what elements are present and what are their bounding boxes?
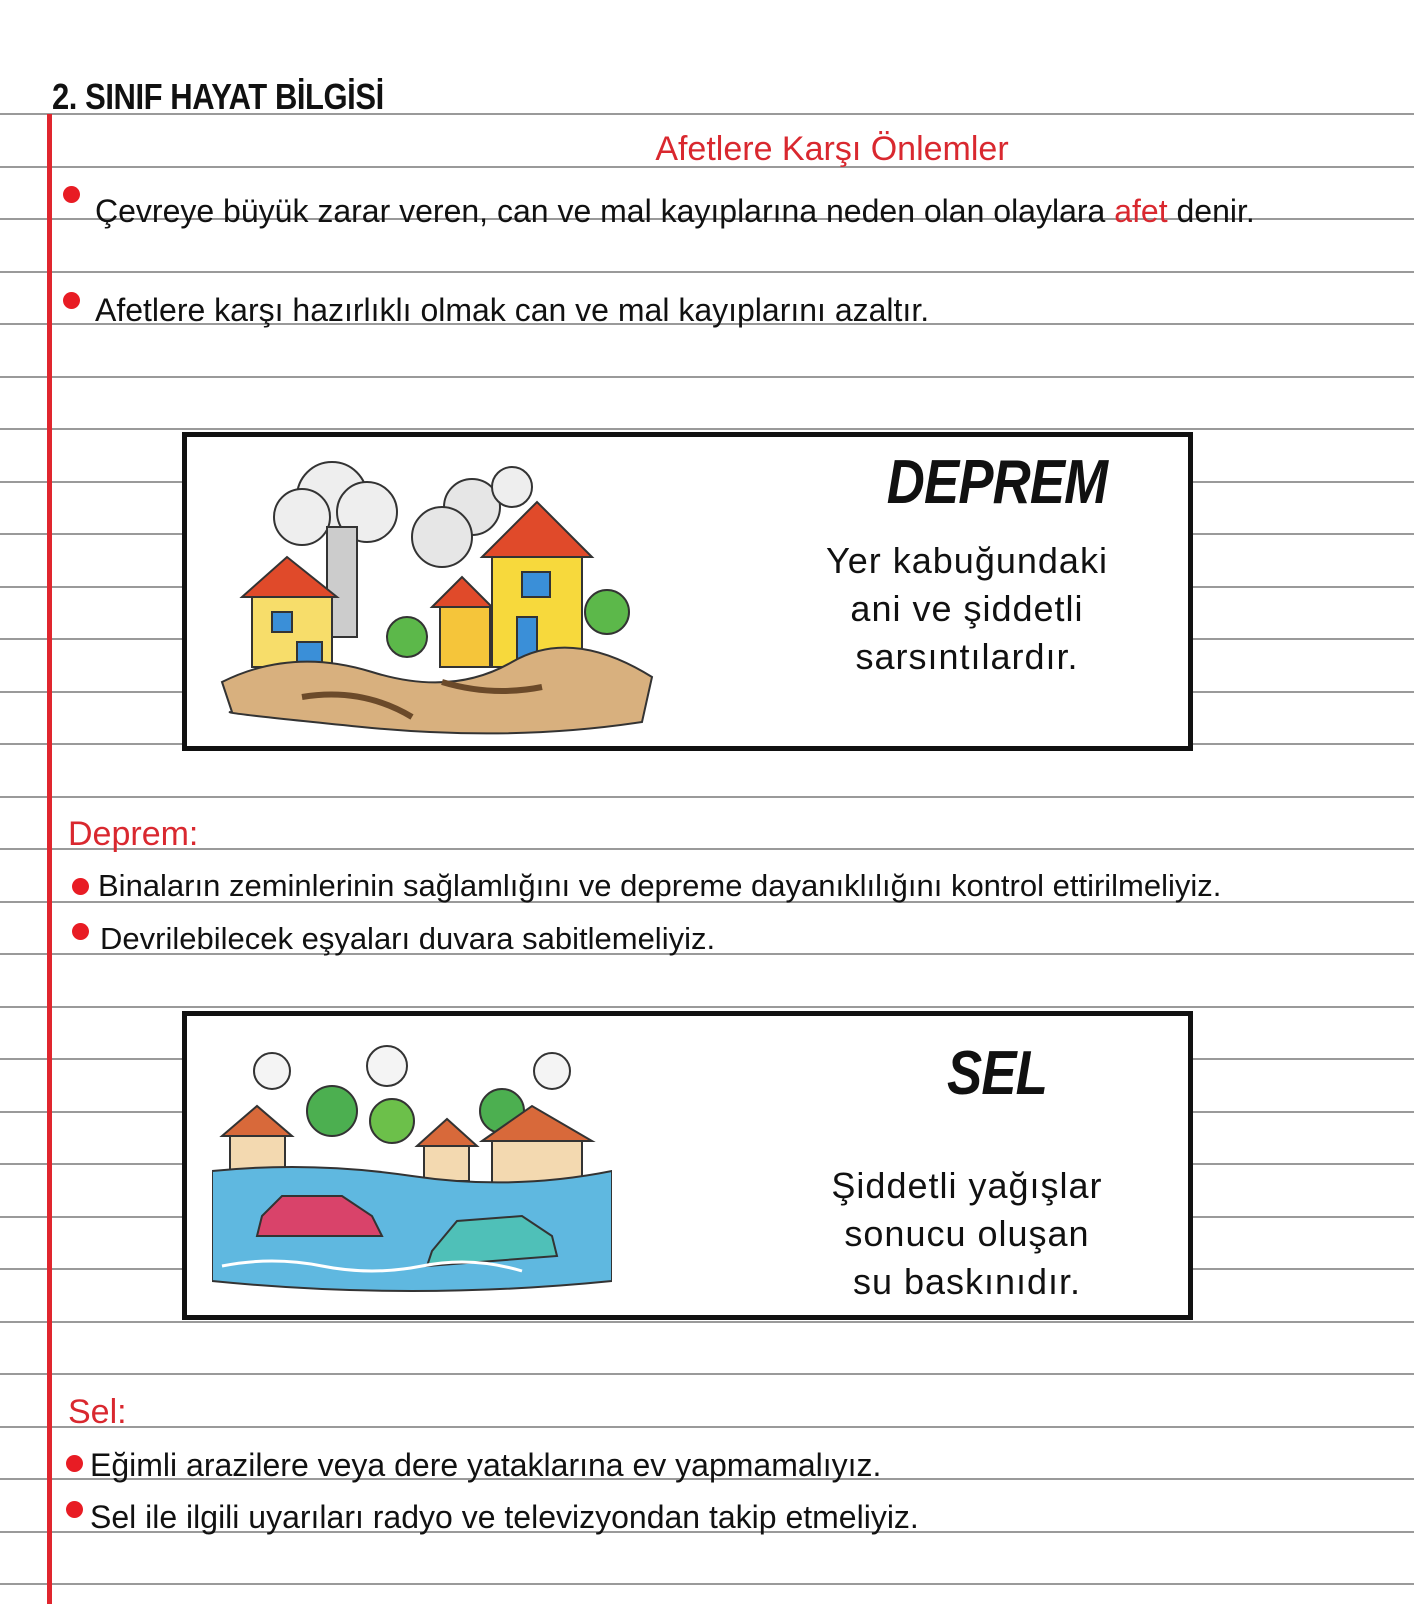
desc-line: Yer kabuğundaki bbox=[826, 540, 1108, 581]
card-description bbox=[787, 537, 1147, 681]
rule-line bbox=[0, 1321, 1414, 1323]
page-subtitle: Afetlere Karşı Önlemler bbox=[655, 130, 1009, 168]
card-title: DEPREM bbox=[886, 448, 1108, 517]
sel-card bbox=[182, 1011, 1193, 1320]
bullet-dot-icon bbox=[63, 292, 80, 309]
section-label-deprem: Deprem: bbox=[68, 815, 199, 853]
rule-line bbox=[0, 796, 1414, 798]
sel-tip: Sel ile ilgili uyarıları radyo ve televizyondan takip etmeliyiz. bbox=[90, 1499, 919, 1535]
bullet-dot-icon bbox=[72, 923, 89, 940]
intro-text-end: denir. bbox=[1167, 193, 1255, 229]
deprem-tip: Devrilebilecek eşyaları duvara sabitlemeliyiz. bbox=[100, 921, 716, 956]
rule-line bbox=[0, 271, 1414, 273]
intro-bullet-1 bbox=[95, 185, 1370, 238]
rule-line bbox=[0, 1426, 1414, 1428]
rule-line bbox=[0, 1373, 1414, 1375]
sel-tip: Eğimli arazilere veya dere yataklarına ev yapmamalıyız. bbox=[90, 1447, 882, 1483]
desc-line: sarsıntılardır. bbox=[855, 636, 1079, 677]
deprem-tip: Binaların zeminlerinin sağlamlığını ve depreme dayanıklılığını kontrol ettirilmeliyiz. bbox=[98, 868, 1222, 903]
rule-line bbox=[0, 428, 1414, 430]
flood-illustration bbox=[212, 1041, 612, 1296]
card-title: SEL bbox=[947, 1039, 1047, 1108]
card-description bbox=[787, 1162, 1147, 1306]
bullet-dot-icon bbox=[63, 186, 80, 203]
margin-line bbox=[47, 114, 52, 1604]
intro-bullet-2: Afetlere karşı hazırlıklı olmak can ve mal kayıplarını azaltır. bbox=[95, 292, 930, 328]
desc-line: sonucu oluşan bbox=[844, 1213, 1090, 1254]
rule-line bbox=[0, 1006, 1414, 1008]
page-title: 2. SINIF HAYAT BİLGİSİ bbox=[52, 76, 384, 117]
bullet-dot-icon bbox=[66, 1501, 83, 1518]
bullet-dot-icon bbox=[66, 1455, 83, 1472]
intro-text: Çevreye büyük zarar veren, can ve mal kayıplarına neden olan olaylara bbox=[95, 193, 1115, 229]
desc-line: ani ve şiddetli bbox=[850, 588, 1084, 629]
bullet-dot-icon bbox=[72, 878, 89, 895]
deprem-card bbox=[182, 432, 1193, 751]
desc-line: Şiddetli yağışlar bbox=[831, 1165, 1103, 1206]
rule-line bbox=[0, 1583, 1414, 1585]
rule-line bbox=[0, 376, 1414, 378]
section-label-sel: Sel: bbox=[68, 1393, 127, 1431]
highlight-term: afet bbox=[1114, 193, 1168, 229]
desc-line: su baskınıdır. bbox=[852, 1261, 1082, 1302]
earthquake-illustration bbox=[212, 447, 672, 737]
rule-line bbox=[0, 848, 1414, 850]
